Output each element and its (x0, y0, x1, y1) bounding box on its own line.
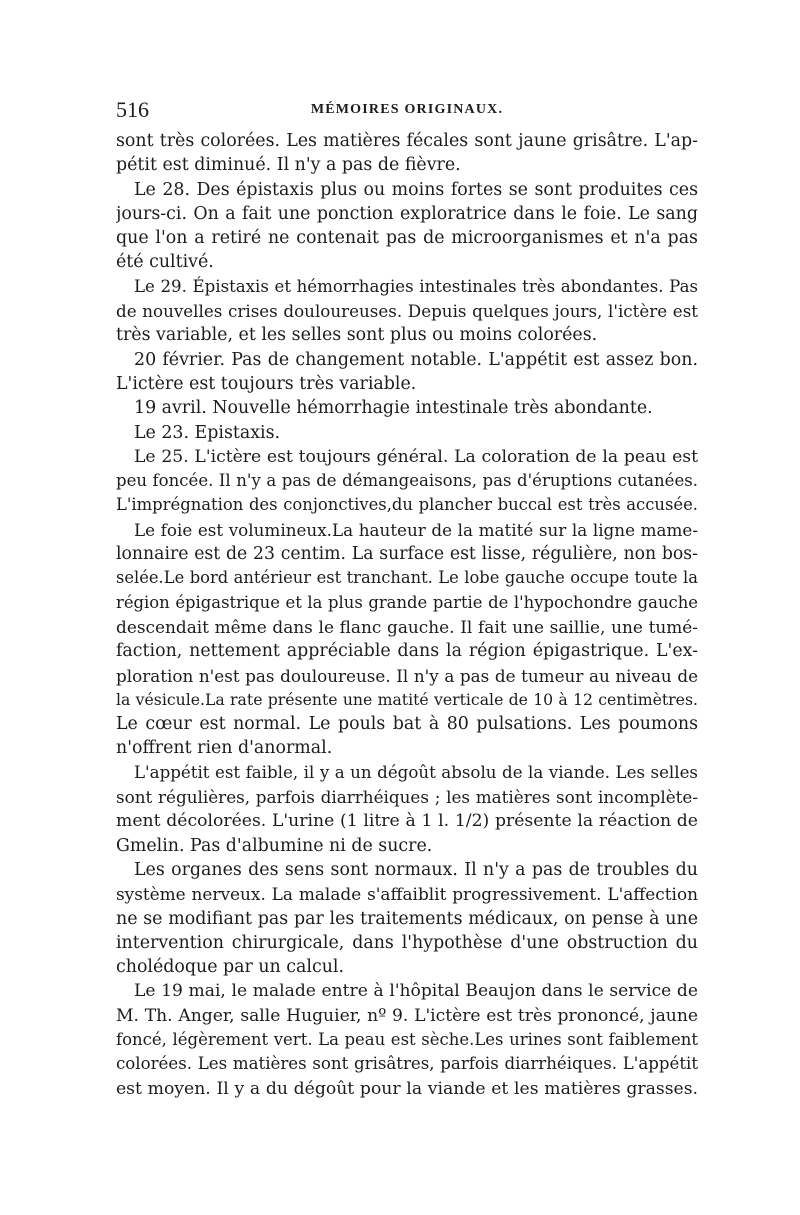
text-line: la vésicule.La rate présente une matité verticale de 10 à 12 centimètres. (116, 689, 698, 709)
text-line: Le 29. Épistaxis et hémorrhagies intestinales très abondantes. Pas (134, 276, 698, 296)
text-line: Le 28. Des épistaxis plus ou moins fortes se sont produites ces (134, 179, 698, 200)
text-line: pétit est diminué. Il n'y a pas de fièvre. (116, 155, 461, 176)
text-line: 19 avril. Nouvelle hémorrhagie intestinale très abondante. (134, 398, 653, 419)
text-line: cholédoque par un calcul. (116, 957, 344, 978)
running-head: MÉMOIRES ORIGINAUX. (310, 102, 504, 117)
text-line: ploration n'est pas douloureuse. Il n'y a pas de tumeur au niveau de (116, 665, 698, 686)
text-line: sont régulières, parfois diarrhéiques ; les matières sont incomplète- (116, 787, 698, 808)
text-line: 20 février. Pas de changement notable. L'appétit est assez bon. (134, 349, 698, 370)
text-line: été cultivé. (116, 252, 214, 273)
text-line: M. Th. Anger, salle Huguier, nº 9. L'ictère est très prononcé, jaune (116, 1005, 698, 1026)
page-header (116, 96, 698, 124)
text-line: n'offrent rien d'anormal. (116, 738, 333, 759)
text-line: ment décolorées. L'urine (1 litre à 1 l. 1/2) présente la réaction de (116, 811, 698, 832)
text-line: région épigastrique et la plus grande partie de l'hypochondre gauche (116, 592, 698, 612)
body-text (116, 129, 698, 1101)
text-line: colorées. Les matières sont grisâtres, parfois diarrhéiques. L'appétit (116, 1054, 698, 1074)
text-line: très variable, et les selles sont plus ou moins colorées. (116, 325, 598, 346)
text-line: L'imprégnation des conjonctives,du plancher buccal est très accusée. (116, 495, 698, 515)
text-line: Le foie est volumineux.La hauteur de la matité sur la ligne mame- (134, 519, 698, 540)
text-line: Gmelin. Pas d'albumine ni de sucre. (116, 835, 433, 856)
text-line: Les organes des sens sont normaux. Il n'y a pas de troubles du (134, 859, 698, 880)
text-line: descendait même dans le flanc gauche. Il fait une saillie, une tumé- (116, 616, 698, 637)
text-line: Le 25. L'ictère est toujours général. La coloration de la peau est (134, 446, 698, 467)
page-number: 516 (116, 97, 149, 122)
text-line: de nouvelles crises douloureuses. Depuis quelques jours, l'ictère est (116, 301, 698, 322)
text-line: intervention chirurgicale, dans l'hypothèse d'une obstruction du (116, 932, 698, 953)
text-line: sont très colorées. Les matières fécales sont jaune grisâtre. L'ap- (116, 131, 698, 151)
text-line: système nerveux. La malade s'affaiblit progressivement. L'affection (116, 884, 698, 905)
text-line: faction, nettement appréciable dans la région épigastrique. L'ex- (116, 641, 698, 662)
text-line: foncé, légèrement vert. La peau est sèche.Les urines sont faiblement (116, 1029, 698, 1049)
text-line: L'appétit est faible, il y a un dégoût absolu de la viande. Les selles (134, 762, 698, 782)
text-line: que l'on a retiré ne contenait pas de microorganismes et n'a pas (116, 228, 698, 249)
text-line: peu foncée. Il n'y a pas de démangeaisons, pas d'éruptions cutanées. (116, 471, 698, 491)
text-line: L'ictère est toujours très variable. (116, 373, 417, 394)
text-line: selée.Le bord antérieur est tranchant. Le lobe gauche occupe toute la (116, 568, 698, 588)
text-line: ne se modifiant pas par les traitements médicaux, on pense à une (116, 908, 698, 929)
text-line: est moyen. Il y a du dégoût pour la viande et les matières grasses. (116, 1078, 698, 1099)
text-line: Le 19 mai, le malade entre à l'hôpital Beaujon dans le service de (134, 981, 698, 1002)
text-line: Le 23. Epistaxis. (134, 422, 281, 443)
text-line: lonnaire est de 23 centim. La surface est lisse, régulière, non bos- (116, 544, 698, 565)
text-line: jours-ci. On a fait une ponction exploratrice dans le foie. Le sang (116, 203, 698, 224)
text-line: Le cœur est normal. Le pouls bat à 80 pulsations. Les poumons (116, 714, 698, 735)
